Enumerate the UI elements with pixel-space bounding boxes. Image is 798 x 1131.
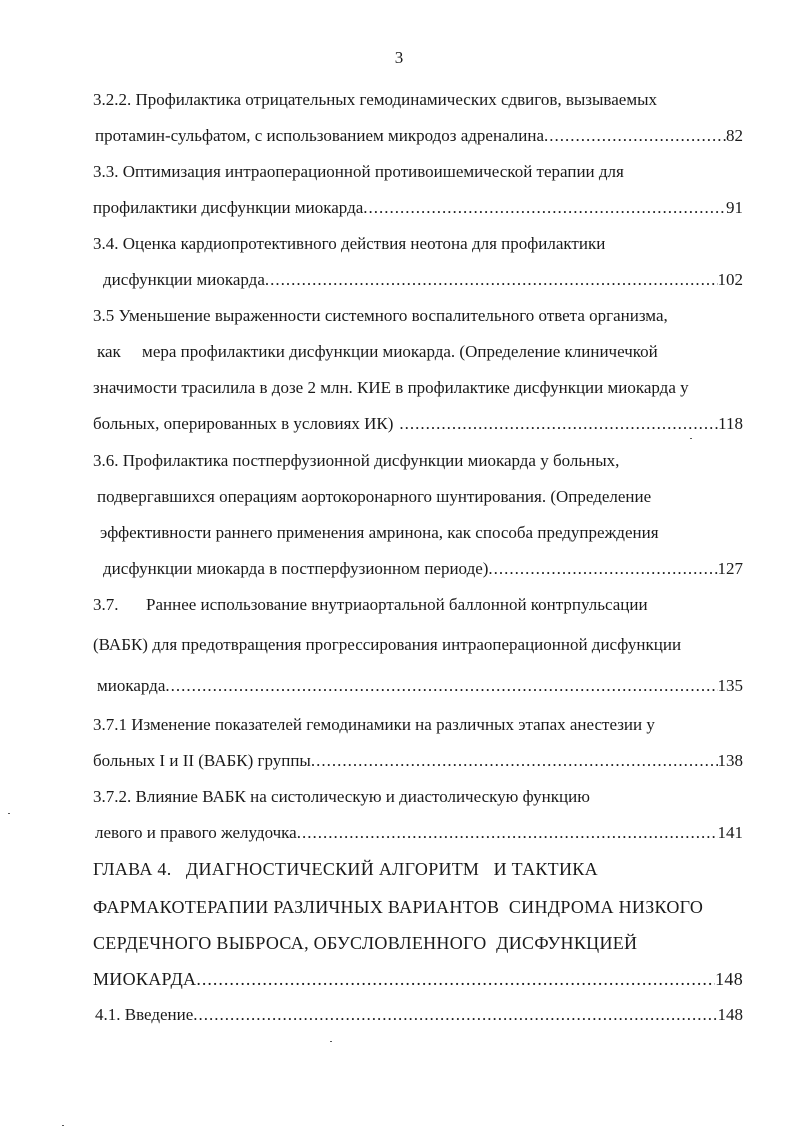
toc-entry-3-4-page: 102 [717, 270, 743, 289]
toc-entry-3-7-2[interactable] [95, 822, 743, 844]
toc-entry-3-5-line-2: как мера профилактики дисфункции миокарда. (Определение клиничечкой [97, 342, 658, 361]
chapter-4-line-3: СЕРДЕЧНОГО ВЫБРОСА, ОБУСЛОВЛЕННОГО ДИСФУНКЦИЕЙ [93, 933, 638, 953]
toc-entry-3-6-line-1: 3.6. Профилактика постперфузионной дисфункции миокарда у больных, [93, 451, 620, 470]
toc-entry-3-5-title: больных, оперированных в условиях ИК) [93, 414, 394, 433]
toc-entry-3-2-2-line-1: 3.2.2. Профилактика отрицательных гемодинамических сдвигов, вызываемых [93, 90, 658, 109]
scan-speck [330, 1041, 332, 1042]
toc-entry-3-2-2[interactable] [95, 125, 743, 147]
toc-entry-3-6[interactable] [103, 558, 743, 580]
toc-entry-3-3-line-1: 3.3. Оптимизация интраоперационной противоишемической терапии для [93, 162, 624, 181]
chapter-4-page: 148 [715, 969, 743, 989]
scan-speck [8, 813, 10, 814]
toc-entry-3-4-line-1: 3.4. Оценка кардиопротективного действия неотона для профилактики [93, 234, 606, 253]
toc-entry-3-5-line-1: 3.5 Уменьшение выраженности системного воспалительного ответа организма, [93, 306, 668, 325]
leader-dots [399, 413, 718, 435]
toc-entry-3-7-number: 3.7. [93, 595, 119, 614]
toc-entry-3-7-title: миокарда [97, 676, 166, 695]
toc-entry-3-2-2-title: протамин-сульфатом, с использованием микродоз адреналина [95, 126, 544, 145]
toc-entry-3-3-page: 91 [726, 198, 743, 217]
toc-entry-3-7-1-line-1: 3.7.1 Изменение показателей гемодинамики на различных этапах анестезии у [93, 715, 655, 734]
toc-entry-3-3-title: профилактики дисфункции миокарда [93, 198, 364, 217]
leader-dots [363, 197, 726, 219]
chapter-4-title: МИОКАРДА [93, 969, 197, 989]
toc-entry-3-7-1-page: 138 [717, 751, 743, 770]
toc-entry-3-5-line-3: значимости трасилила в дозе 2 млн. КИЕ в профилактике дисфункции миокарда у [93, 378, 689, 397]
toc-entry-4-1-page: 148 [717, 1005, 743, 1024]
toc-entry-3-7[interactable] [97, 675, 743, 697]
leader-dots [165, 675, 717, 697]
scan-speck [62, 1125, 64, 1126]
leader-dots [196, 968, 715, 990]
toc-entry-3-7-page: 135 [717, 676, 743, 695]
toc-entry-3-5[interactable] [93, 413, 743, 435]
leader-dots [311, 750, 718, 772]
page-number: 3 [394, 48, 404, 67]
toc-entry-3-7-2-line-1: 3.7.2. Влияние ВАБК на систолическую и диастолическую функцию [93, 787, 590, 806]
chapter-4-line-1: ГЛАВА 4. ДИАГНОСТИЧЕСКИЙ АЛГОРИТМ И ТАКТИКА [93, 859, 598, 879]
leader-dots [544, 125, 726, 147]
toc-entry-3-4-title: дисфункции миокарда [103, 270, 265, 289]
toc-entry-3-6-line-2: подвергавшихся операциям аортокоронарного шунтирования. (Определение [97, 487, 652, 506]
toc-entry-3-6-line-3: эффективности раннего применения амринона, как способа предупреждения [100, 523, 659, 542]
toc-entry-4-1[interactable] [95, 1004, 743, 1026]
toc-entry-3-7-2-title: левого и правого желудочка [95, 823, 297, 842]
toc-entry-3-7-2-page: 141 [717, 823, 743, 842]
toc-entry-3-7-line-2: (ВАБК) для предотвращения прогрессирования интраоперационной дисфункции [93, 635, 682, 654]
leader-dots [297, 822, 718, 844]
toc-entry-3-7-1-title: больных I и II (ВАБК) группы [93, 751, 311, 770]
toc-entry-3-3[interactable] [93, 197, 743, 219]
leader-dots [265, 269, 718, 291]
toc-entry-3-6-page: 127 [717, 559, 743, 578]
toc-entry-4-1-title: 4.1. Введение [95, 1005, 194, 1024]
leader-dots [488, 558, 717, 580]
toc-entry-3-4[interactable] [103, 269, 743, 291]
chapter-4-line-2: ФАРМАКОТЕРАПИИ РАЗЛИЧНЫХ ВАРИАНТОВ СИНДРОМА НИЗКОГО [93, 897, 704, 917]
toc-entry-3-6-title: дисфункции миокарда в постперфузионном периоде) [103, 559, 489, 578]
leader-dots [193, 1004, 717, 1026]
toc-entry-3-5-page: 118 [718, 414, 743, 433]
chapter-4[interactable] [93, 968, 743, 990]
toc-entry-3-7-1[interactable] [93, 750, 743, 772]
toc-entry-3-2-2-page: 82 [726, 126, 743, 145]
toc-entry-3-7-line-1: Раннее использование внутриаортальной баллонной контрпульсации [146, 595, 648, 614]
scan-speck [690, 438, 692, 439]
